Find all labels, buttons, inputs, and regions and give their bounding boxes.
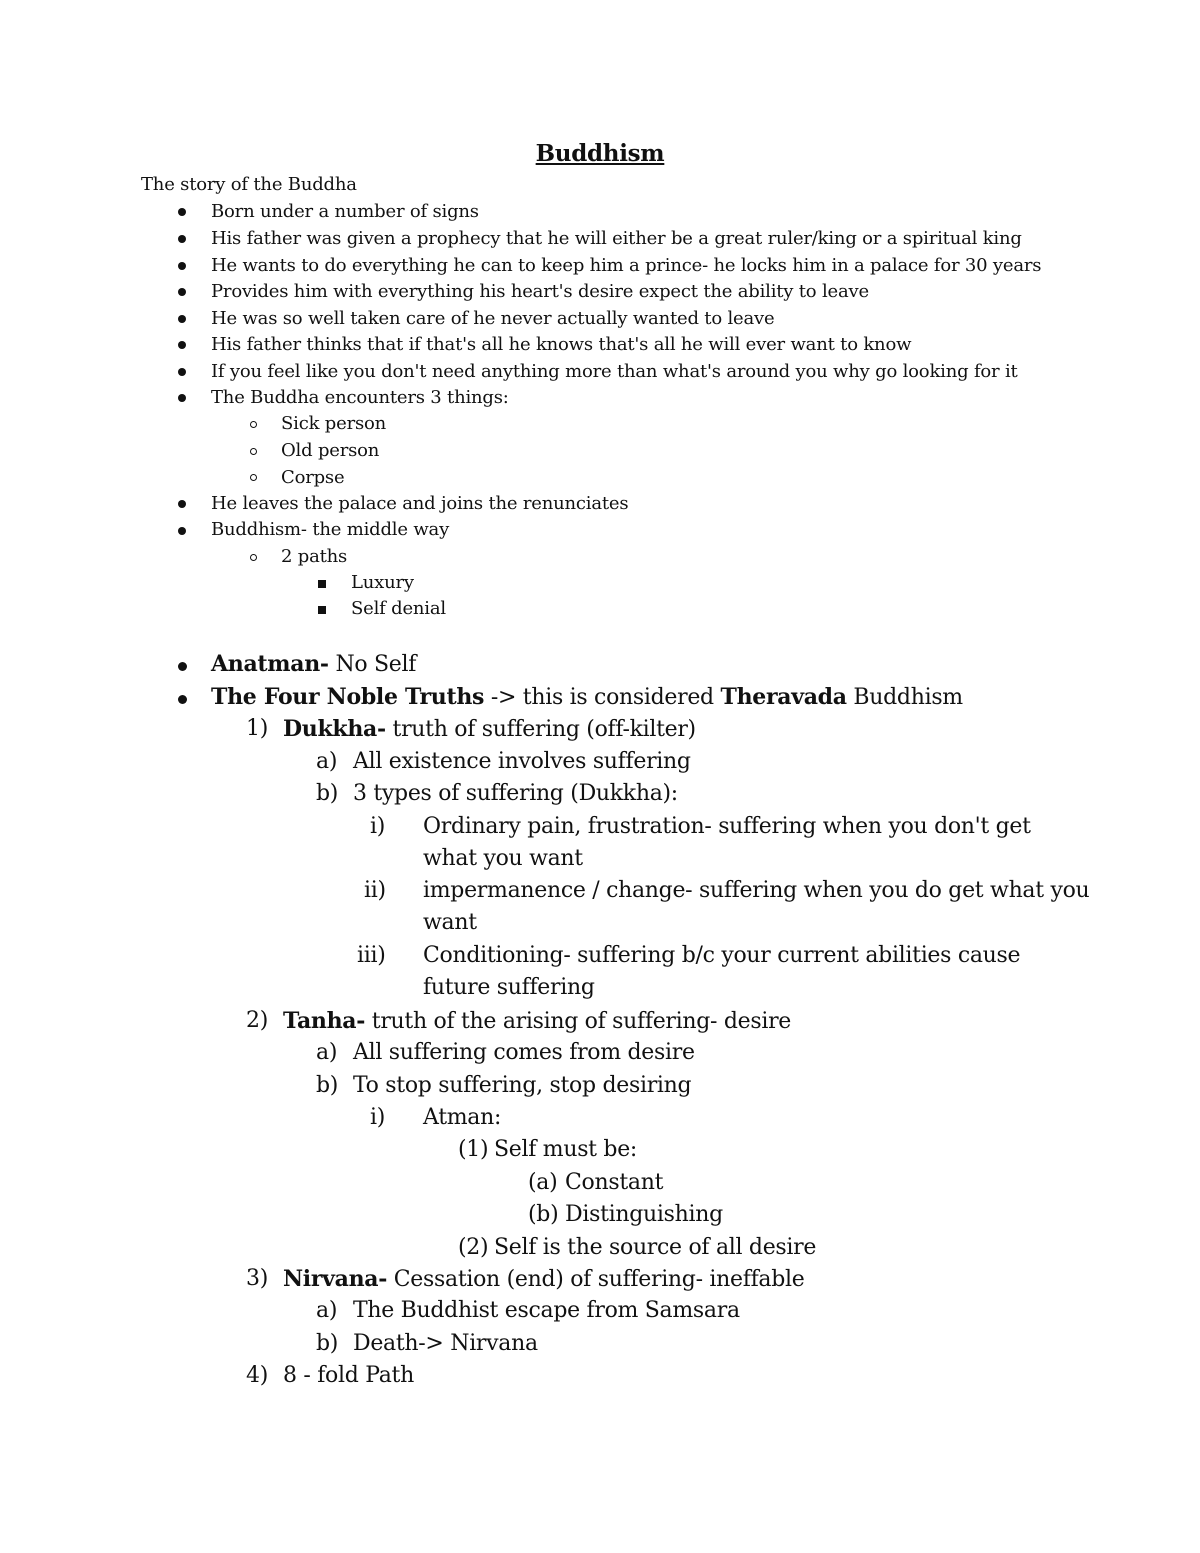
bullet-icon [178, 662, 187, 671]
bullet-icon [178, 341, 186, 349]
bullet-icon [178, 695, 187, 704]
list-roman: ii) [364, 878, 386, 903]
page-title: Buddhism [535, 140, 665, 167]
bullet-icon [178, 235, 186, 243]
bullet-icon [178, 500, 186, 508]
list-item: Buddhism- the middle way [211, 519, 450, 540]
list-item: Distinguishing [565, 1202, 723, 1227]
list-roman: i) [370, 1105, 386, 1130]
list-number: 1) [246, 716, 268, 741]
sub-sub-list-item: Self denial [351, 598, 446, 619]
list-item: The Buddhist escape from Samsara [353, 1298, 740, 1323]
square-bullet-icon [318, 580, 326, 588]
truths-term: The Four Noble Truths [211, 684, 485, 710]
tanha-term: Tanha- [283, 1008, 366, 1034]
theravada-term: Theravada [720, 684, 847, 710]
dukkha-term: Dukkha- [283, 716, 386, 742]
list-item: Provides him with everything his heart's desire expect the ability to leave [211, 281, 869, 302]
anatman-item [211, 648, 416, 681]
four-noble-truths-heading [211, 681, 963, 714]
dukkha-definition: truth of suffering (off-kilter) [385, 717, 696, 742]
list-item: Self is the source of all desire [494, 1235, 817, 1260]
circle-bullet-icon [250, 554, 257, 561]
anatman-term: Anatman- [211, 651, 329, 677]
list-item: All suffering comes from desire [353, 1040, 695, 1065]
list-item: Atman: [423, 1105, 502, 1130]
list-letter: b) [316, 1073, 339, 1098]
circle-bullet-icon [250, 421, 257, 428]
list-letter: a) [316, 1040, 338, 1065]
list-paren-letter: (a) [528, 1170, 558, 1195]
list-paren-number: (2) [458, 1235, 489, 1260]
nirvana-definition: Cessation (end) of suffering- ineffable [387, 1267, 805, 1292]
list-paren-letter: (b) [528, 1202, 559, 1227]
bullet-icon [178, 262, 186, 270]
bullet-icon [178, 288, 186, 296]
list-roman: i) [370, 814, 386, 839]
list-letter: b) [316, 781, 339, 806]
list-item-continued: future suffering [423, 975, 595, 1000]
nirvana-term: Nirvana- [283, 1266, 388, 1292]
list-item: impermanence / change- suffering when you do get what you [423, 878, 1090, 903]
list-item: Constant [565, 1170, 664, 1195]
circle-bullet-icon [250, 448, 257, 455]
list-item-continued: want [423, 910, 477, 935]
truths-tail-text: Buddhism [846, 685, 963, 710]
list-item: He was so well taken care of he never actually wanted to leave [211, 308, 775, 329]
square-bullet-icon [318, 606, 326, 614]
list-number: 2) [246, 1008, 268, 1033]
list-item: The Buddha encounters 3 things: [211, 387, 509, 408]
sub-list-item: Old person [281, 440, 380, 461]
list-item: Born under a number of signs [211, 201, 479, 222]
list-item: 3 types of suffering (Dukkha): [353, 781, 678, 806]
list-item: Death-> Nirvana [353, 1331, 538, 1356]
list-number: 3) [246, 1266, 268, 1291]
truth-dukkha [283, 713, 696, 746]
list-item: Conditioning- suffering b/c your current abilities cause [423, 943, 1021, 968]
bullet-icon [178, 527, 186, 535]
bullet-icon [178, 315, 186, 323]
list-item: He wants to do everything he can to keep him a prince- he locks him in a palace for 30 years [211, 255, 1042, 276]
sub-list-item: Sick person [281, 413, 387, 434]
list-item: His father was given a prophecy that he will either be a great ruler/king or a spiritual king [211, 228, 1022, 249]
intro-heading: The story of the Buddha [141, 174, 357, 195]
truths-mid-text: -> this is considered [484, 685, 721, 710]
list-item: His father thinks that if that's all he knows that's all he will ever want to know [211, 334, 912, 355]
truth-eightfold-path: 8 - fold Path [283, 1363, 414, 1388]
truth-tanha [283, 1005, 791, 1038]
circle-bullet-icon [250, 474, 257, 481]
list-item: All existence involves suffering [353, 749, 691, 774]
list-item: Self must be: [494, 1137, 638, 1162]
sub-sub-list-item: Luxury [351, 572, 414, 593]
list-letter: a) [316, 749, 338, 774]
list-item: If you feel like you don't need anything more than what's around you why go looking for it [211, 361, 1018, 382]
list-item-continued: what you want [423, 846, 583, 871]
list-letter: b) [316, 1331, 339, 1356]
bullet-icon [178, 394, 186, 402]
tanha-definition: truth of the arising of suffering- desire [365, 1009, 792, 1034]
list-paren-number: (1) [458, 1137, 489, 1162]
list-roman: iii) [357, 943, 386, 968]
list-item: To stop suffering, stop desiring [353, 1073, 692, 1098]
list-letter: a) [316, 1298, 338, 1323]
sub-list-item: 2 paths [281, 546, 348, 567]
sub-list-item: Corpse [281, 467, 345, 488]
bullet-icon [178, 208, 186, 216]
list-item: He leaves the palace and joins the renunciates [211, 493, 629, 514]
list-item: Ordinary pain, frustration- suffering when you don't get [423, 814, 1031, 839]
anatman-definition: No Self [328, 652, 417, 677]
bullet-icon [178, 368, 186, 376]
list-number: 4) [246, 1363, 268, 1388]
truth-nirvana [283, 1263, 804, 1296]
